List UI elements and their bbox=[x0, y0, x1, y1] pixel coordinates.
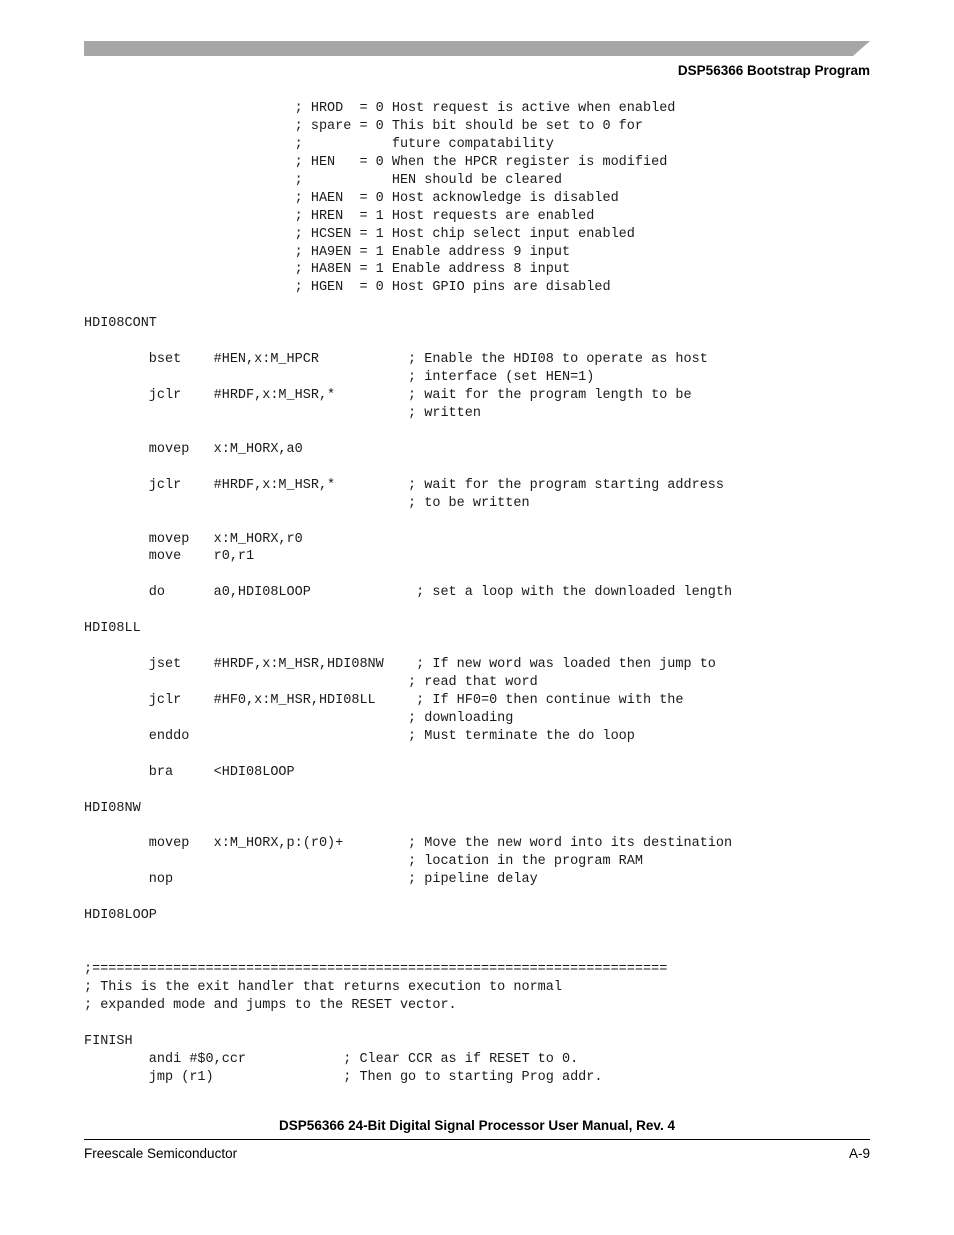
code-line bbox=[84, 1015, 732, 1033]
code-line: ; HA8EN = 1 Enable address 8 input bbox=[84, 262, 571, 278]
code-line: ; HEN = 0 When the HPCR register is modified bbox=[84, 154, 668, 170]
code-line bbox=[84, 746, 732, 764]
code-line: ;======================================================================= bbox=[84, 962, 668, 977]
code-line: HDI08LOOP bbox=[84, 908, 157, 924]
code-line: ; read that word bbox=[84, 675, 538, 690]
code-line: HDI08CONT bbox=[84, 316, 157, 332]
code-line: ; This is the exit handler that returns execution to normal bbox=[84, 979, 562, 995]
code-line: ; interface (set HEN=1) bbox=[84, 370, 595, 386]
code-line: jmp (r1) ; Then go to starting Prog addr. bbox=[84, 1069, 603, 1085]
code-line: bset #HEN,x:M_HPCR ; Enable the HDI08 to operate as host bbox=[84, 352, 708, 368]
code-line: enddo ; Must terminate the do loop bbox=[84, 728, 635, 744]
code-line: ; HAEN = 0 Host acknowledge is disabled bbox=[84, 190, 619, 206]
code-line bbox=[84, 333, 732, 351]
code-line: FINISH bbox=[84, 1033, 133, 1049]
code-line: ; expanded mode and jumps to the RESET vector. bbox=[84, 997, 457, 1013]
code-line: movep x:M_HORX,a0 bbox=[84, 441, 303, 457]
code-line: ; location in the program RAM bbox=[84, 854, 643, 870]
code-line: nop ; pipeline delay bbox=[84, 872, 538, 888]
code-line: move r0,r1 bbox=[84, 549, 255, 565]
code-line: HDI08LL bbox=[84, 621, 141, 637]
code-line bbox=[84, 423, 732, 441]
code-line: ; HEN should be cleared bbox=[84, 172, 562, 188]
code-line: movep x:M_HORX,p:(r0)+ ; Move the new word into its destination bbox=[84, 836, 733, 852]
code-line: do a0,HDI08LOOP ; set a loop with the downloaded length bbox=[84, 585, 733, 601]
code-line: movep x:M_HORX,r0 bbox=[84, 531, 303, 547]
code-line: jclr #HRDF,x:M_HSR,* ; wait for the program starting address bbox=[84, 477, 725, 493]
code-line: ; to be written bbox=[84, 495, 530, 511]
manual-title: DSP56366 24-Bit Digital Signal Processor User Manual, Rev. 4 bbox=[279, 1118, 675, 1133]
code-line bbox=[84, 566, 732, 584]
code-line: ; HCSEN = 1 Host chip select input enabled bbox=[84, 226, 635, 242]
header-bar bbox=[84, 41, 870, 56]
code-line: andi #$0,ccr ; Clear CCR as if RESET to 0. bbox=[84, 1051, 579, 1067]
company-name: Freescale Semiconductor bbox=[84, 1146, 238, 1161]
footer-rule bbox=[84, 1139, 870, 1140]
code-line: jclr #HF0,x:M_HSR,HDI08LL ; If HF0=0 then continue with the bbox=[84, 692, 684, 708]
code-line: bra <HDI08LOOP bbox=[84, 764, 295, 780]
code-line bbox=[84, 818, 732, 836]
code-line bbox=[84, 297, 732, 315]
code-line bbox=[84, 782, 732, 800]
code-line bbox=[84, 943, 732, 961]
section-title: DSP56366 Bootstrap Program bbox=[677, 63, 870, 78]
code-line bbox=[84, 459, 732, 477]
code-line bbox=[84, 602, 732, 620]
code-line bbox=[84, 889, 732, 907]
code-listing bbox=[84, 100, 732, 1087]
code-line bbox=[84, 925, 732, 943]
code-line: jclr #HRDF,x:M_HSR,* ; wait for the program length to be bbox=[84, 388, 692, 403]
code-line: ; downloading bbox=[84, 710, 514, 726]
code-line: ; HREN = 1 Host requests are enabled bbox=[84, 208, 595, 224]
code-line bbox=[84, 513, 732, 531]
code-line: ; written bbox=[84, 405, 481, 421]
page-number: A-9 bbox=[848, 1146, 870, 1161]
code-line bbox=[84, 638, 732, 656]
code-line: HDI08NW bbox=[84, 800, 141, 816]
code-line: ; spare = 0 This bit should be set to 0 for bbox=[84, 118, 643, 134]
code-line: ; HROD = 0 Host request is active when enabled bbox=[84, 101, 676, 116]
code-line: ; HA9EN = 1 Enable address 9 input bbox=[84, 244, 571, 260]
code-line: jset #HRDF,x:M_HSR,HDI08NW ; If new word was loaded then jump to bbox=[84, 657, 716, 673]
code-line: ; HGEN = 0 Host GPIO pins are disabled bbox=[84, 280, 611, 296]
code-line: ; future compatability bbox=[84, 136, 554, 152]
